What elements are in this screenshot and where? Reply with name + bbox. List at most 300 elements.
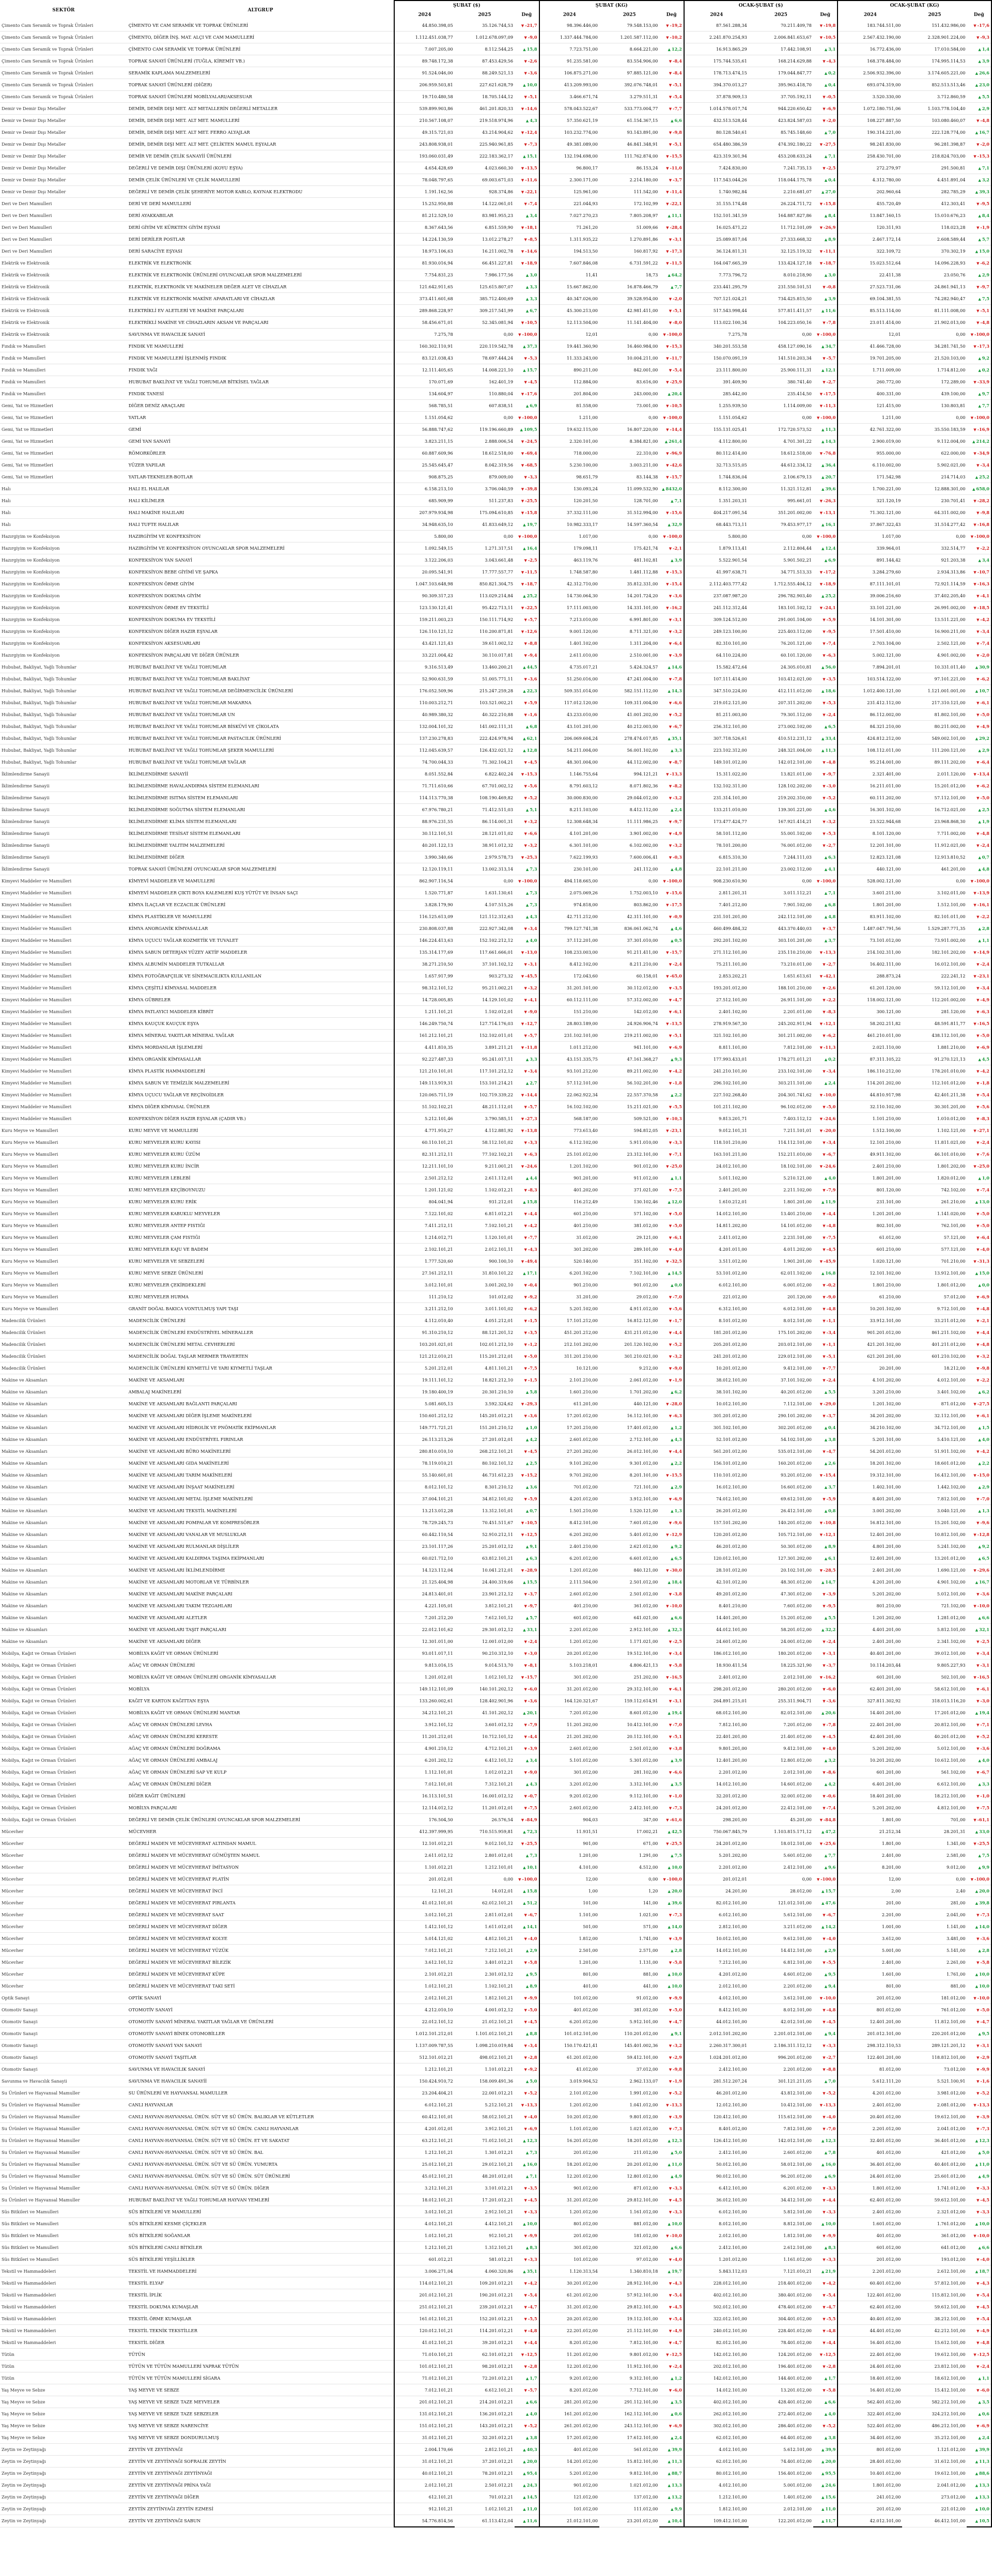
change-value: 20,6 [825, 1710, 836, 1715]
change-cell [813, 2004, 838, 2016]
change-value: -5,1 [673, 141, 682, 147]
sektor-cell: Kimyevi Maddeler ve Mamulleri [2, 1044, 72, 1050]
change-cell [967, 1279, 991, 1291]
value-2025-cell: 1.120.101,01 [485, 1235, 514, 1240]
value-2025-cell: 83.144,38 [636, 474, 658, 479]
arrow-down-icon: ▼ [976, 914, 980, 919]
value-2025-cell: 23.201.012,00 [627, 2518, 658, 2524]
change-value: 16,1 [825, 521, 836, 527]
arrow-down-icon: ▼ [669, 1722, 672, 1727]
change-value: -4,8 [826, 2327, 836, 2333]
change-value: -11,1 [823, 248, 836, 254]
value-2024-cell: 201,00 [838, 1897, 902, 1909]
value-2025-cell: 0,00 [802, 1876, 812, 1882]
value-2024-cell: 31.201.012,00 [539, 2194, 599, 2206]
arrow-down-icon: ▼ [823, 1722, 826, 1727]
change-cell [813, 697, 838, 709]
change-value: -100,0 [820, 331, 836, 337]
value-2025-cell: 439.100,00 [941, 391, 966, 396]
value-2025-cell: 21.902.013,00 [934, 320, 966, 325]
value-2024-cell: 40.012.101,21 [394, 2468, 454, 2479]
value-2025-cell: 4.107.515,26 [485, 902, 514, 907]
value-2024-cell: 19.710.480,58 [394, 91, 454, 103]
value-2025-cell: 0,00 [956, 1876, 966, 1882]
arrow-up-icon: ▲ [975, 189, 979, 194]
arrow-down-icon: ▼ [976, 284, 980, 289]
value-2025-cell: 20.102.101,00 [780, 1568, 812, 1573]
value-2025-cell: 9.112.004,00 [937, 439, 966, 444]
value-2025-cell: 115.612.101,00 [778, 2114, 812, 2119]
arrow-down-icon: ▼ [669, 2090, 672, 2096]
value-2025-cell: 1.801.201,00 [783, 1199, 812, 1204]
table-row [0, 899, 991, 911]
change-value: -5,2 [673, 711, 682, 717]
change-value: 15,8 [526, 46, 537, 52]
change-value: 7,5 [674, 1852, 682, 1858]
table-row [0, 1980, 991, 1992]
change-value: -22,1 [670, 200, 682, 206]
change-cell [813, 2206, 838, 2218]
value-2025-cell: 2.012.101,00 [783, 1770, 812, 1775]
value-2024-cell: 8.101.120,00 [838, 828, 902, 840]
arrow-down-icon: ▼ [823, 2364, 826, 2369]
value-2025-cell: 2.608.589,44 [937, 237, 966, 242]
change-cell [515, 1351, 539, 1362]
value-2025-cell: 1.012.012,21 [485, 1770, 514, 1775]
change-cell [515, 1018, 539, 1030]
value-2025-cell: 5.912.101,00 [629, 2019, 658, 2024]
arrow-down-icon: ▼ [819, 1021, 823, 1026]
value-2025-cell: 47.161.368,27 [627, 1057, 658, 1062]
change-cell [659, 2491, 684, 2503]
change-cell [659, 519, 684, 531]
value-2024-cell: 2.201.012,00 [539, 1624, 599, 1636]
value-2025-cell: 160.201.012,00 [778, 1461, 812, 1466]
change-value: -6,1 [980, 1413, 989, 1418]
arrow-down-icon: ▼ [976, 724, 980, 729]
change-value: -4,0 [826, 1935, 836, 1941]
change-cell [659, 2147, 684, 2159]
change-cell [515, 1291, 539, 1303]
table-row [0, 1220, 991, 1232]
arrow-down-icon: ▼ [524, 2114, 527, 2119]
sektor-cell: Tütün [2, 2351, 14, 2357]
table-row [0, 1517, 991, 1529]
change-cell [659, 792, 684, 804]
table-row [0, 2028, 991, 2040]
value-2025-cell: 71.302.104,21 [482, 759, 514, 765]
value-2024-cell: 1.610.212,01 [684, 1196, 749, 1208]
value-2025-cell: 443.370.440,03 [778, 926, 812, 931]
arrow-down-icon: ▼ [823, 985, 826, 990]
value-2025-cell: 90.210.312,10 [482, 1651, 514, 1656]
change-cell [813, 2372, 838, 2384]
altgrup-cell: SAVUNMA VE HAVACILIK SANAYİ [128, 331, 205, 337]
arrow-up-icon: ▲ [824, 1389, 828, 1394]
value-2025-cell: 3.981.012,00 [937, 2090, 966, 2096]
change-value: 7,7 [828, 1852, 836, 1858]
change-cell [659, 780, 684, 792]
value-2025-cell: 412.111.012,00 [778, 688, 812, 693]
change-value: -4,5 [673, 2197, 682, 2202]
value-2025-cell: 31.612.101,00 [934, 2459, 966, 2464]
value-2025-cell: 8.711.321,00 [629, 629, 658, 634]
change-value: 1,1 [982, 2375, 989, 2381]
altgrup-cell: MAKİNE VE AKSAMLARI KALDIRMA TAŞIMA EKİPMANLARI [128, 1555, 265, 1561]
value-2024-cell: 172.043,60 [539, 970, 599, 982]
change-cell [813, 1980, 838, 1992]
change-cell [813, 1529, 838, 1541]
value-2025-cell: 1.301.012,21 [485, 2150, 514, 2155]
value-2024-cell: 4.101.202,00 [838, 1374, 902, 1386]
change-value: 20,7 [825, 474, 836, 479]
value-2024-cell: 62.012.101,00 [684, 2456, 749, 2468]
arrow-down-icon: ▼ [666, 153, 669, 159]
change-value: 14,1 [526, 1923, 537, 1929]
value-2025-cell: 29.301.012,12 [482, 1627, 514, 1632]
value-2024-cell: 207.979.934,98 [394, 507, 454, 519]
value-2025-cell: 9.712.101,00 [937, 1306, 966, 1311]
arrow-down-icon: ▼ [666, 510, 669, 515]
value-2025-cell: 18.705.144,12 [482, 94, 514, 99]
value-2024-cell: 23.101.117,26 [394, 1541, 454, 1553]
value-2024-cell: 5.201.202,00 [684, 1850, 749, 1861]
change-value: 10,1 [526, 1864, 537, 1870]
sektor-cell: Çimento Cam Seramik ve Toprak Ürünleri [2, 22, 94, 28]
value-2025-cell: 168.214.629,88 [778, 58, 812, 64]
value-2025-cell: 278.474.017,85 [624, 736, 658, 741]
altgrup-cell: HUBUBAT BAKLİYAT VE YAĞLI TOHUMLAR ŞEKER MAMULLERİ [128, 747, 274, 753]
value-2024-cell: 10.201.102,00 [838, 1303, 902, 1315]
value-2024-cell: 231.101.201,00 [684, 911, 749, 923]
value-2024-cell: 30.201.012,00 [539, 2277, 599, 2289]
value-2024-cell: 32.201.012,00 [684, 1790, 749, 1802]
arrow-down-icon: ▼ [823, 1211, 826, 1216]
change-cell [659, 899, 684, 911]
change-value: -32,5 [670, 1258, 682, 1264]
arrow-up-icon: ▲ [668, 46, 671, 52]
value-2024-cell: 3.012.101,21 [394, 1909, 454, 1921]
value-2025-cell: 6.201.012,00 [783, 2185, 812, 2191]
altgrup-cell: ELEKTRİKLİ MAKİNE VE CİHAZLARIN AKSAM VE PARÇALARI [128, 319, 269, 325]
value-2024-cell: 41.012.101,21 [394, 2337, 454, 2349]
value-2025-cell: 2.612.101,00 [783, 2245, 812, 2250]
change-value: -6,7 [528, 1912, 537, 1917]
value-2025-cell: 10.041.212,01 [482, 1568, 514, 1573]
value-2024-cell: 2.703.104,00 [838, 638, 902, 649]
value-2025-cell: 47.301.012,00 [780, 1591, 812, 1596]
value-2024-cell: 611.201,00 [539, 1398, 599, 1410]
arrow-up-icon: ▲ [668, 272, 671, 277]
value-2024-cell: 2.111.504,00 [539, 1576, 599, 1588]
table-row [0, 1553, 991, 1564]
value-2024-cell: 91.310.210,12 [394, 1327, 454, 1339]
change-value: -15,3 [525, 771, 537, 777]
arrow-down-icon: ▼ [669, 296, 672, 301]
change-value: 10,0 [979, 2221, 989, 2226]
change-cell [813, 269, 838, 281]
value-2025-cell: 23.968.868,30 [934, 819, 966, 824]
arrow-down-icon: ▼ [823, 2019, 826, 2024]
change-cell [515, 2313, 539, 2325]
value-2024-cell: 49.201.012,00 [684, 1588, 749, 1600]
change-value: 4,2 [530, 1436, 537, 1442]
arrow-up-icon: ▲ [525, 1972, 529, 1977]
value-2025-cell: 29.044.012,00 [627, 795, 658, 800]
table-row [0, 1374, 991, 1386]
value-2025-cell: 3.601.012,12 [485, 1722, 514, 1727]
change-value: -5,7 [528, 1032, 537, 1038]
value-2025-cell: 15.612.101,00 [934, 2340, 966, 2345]
arrow-down-icon: ▼ [819, 1116, 823, 1121]
value-2025-cell: 671,00 [643, 1841, 658, 1846]
arrow-down-icon: ▼ [823, 1068, 826, 1074]
arrow-down-icon: ▼ [976, 2292, 980, 2298]
change-value: -14,9 [977, 949, 989, 955]
sektor-cell: İklimlendirme Sanayii [2, 806, 50, 812]
value-2024-cell: 25.101.012,00 [539, 1149, 599, 1160]
change-value: 7,1 [530, 2173, 537, 2179]
change-value: 8,4 [828, 212, 836, 218]
value-2024-cell: 32.713.515,05 [684, 459, 749, 471]
value-2024-cell: 7.424.830,00 [684, 162, 749, 174]
table-row [0, 2277, 991, 2289]
arrow-down-icon: ▼ [973, 344, 977, 349]
change-value: -3,5 [673, 985, 682, 990]
change-value: 0,4 [828, 1424, 836, 1430]
altgrup-cell: KURU MEYVELER HURMA [128, 1294, 189, 1299]
change-cell [659, 2515, 684, 2527]
sektor-cell: Kuru Meyve ve Mamulleri [2, 1187, 58, 1192]
arrow-down-icon: ▼ [669, 2043, 672, 2048]
value-2024-cell: 39.006.216,60 [838, 590, 902, 602]
change-cell [967, 780, 991, 792]
altgrup-cell: KİMYEVİ MADDELER ÇIKTI BOYA KALEMLERİ KUŞ YÜTÜT VE İNSAN SAÇI [128, 890, 298, 895]
value-2024-cell: 120.065.711,19 [394, 1089, 454, 1101]
value-2025-cell: 3.891.211,21 [485, 1045, 514, 1050]
value-2024-cell: 5.011.102,00 [684, 1172, 749, 1184]
arrow-down-icon: ▼ [669, 1770, 672, 1775]
value-2024-cell: 1.212.101,00 [684, 2491, 749, 2503]
altgrup-cell: KURU MEYVELER VE SEBZELERİ [128, 1258, 205, 1264]
arrow-up-icon: ▲ [525, 1425, 529, 1430]
change-cell [813, 115, 838, 127]
value-2024-cell: 5.201.212,01 [394, 1362, 454, 1374]
value-2024-cell: 1.777.520,60 [394, 1255, 454, 1267]
change-value: -6,4 [980, 759, 989, 765]
arrow-down-icon: ▼ [823, 1912, 826, 1917]
table-row [0, 2384, 991, 2396]
change-cell [813, 1802, 838, 1814]
value-2024-cell: 120.012.101,00 [684, 1553, 749, 1564]
change-cell [967, 709, 991, 721]
value-2024-cell: 1.801,00 [838, 1814, 902, 1826]
arrow-up-icon: ▲ [671, 1437, 674, 1442]
value-2025-cell: 215.247.259,28 [479, 688, 514, 693]
arrow-up-icon: ▲ [975, 474, 979, 479]
altgrup-cell: ÇİMENTO VE CAM SERAMİK VE TOPRAK ÜRÜNLERİ [128, 22, 249, 28]
value-2025-cell: 26.911.101,00 [780, 997, 812, 1002]
value-2025-cell: 181.012,00 [633, 2233, 658, 2238]
value-2024-cell: 132.004.101,32 [394, 721, 454, 733]
arrow-down-icon: ▼ [666, 2233, 669, 2238]
change-value: -2,2 [980, 913, 989, 919]
arrow-down-icon: ▼ [973, 1995, 977, 2000]
arrow-up-icon: ▲ [525, 1781, 529, 1787]
arrow-down-icon: ▼ [976, 2316, 980, 2321]
change-value: 1,2 [674, 2375, 682, 2381]
change-cell [515, 1517, 539, 1529]
change-cell [659, 1529, 684, 1541]
change-value: -5,4 [673, 2316, 682, 2321]
table-row [0, 2147, 991, 2159]
arrow-down-icon: ▼ [823, 1686, 826, 1692]
change-cell [967, 364, 991, 376]
value-2024-cell: 17.201.012,00 [539, 2432, 599, 2444]
altgrup-cell: YAŞ MEYVE VE SEBZE TAZE SEBZELER [128, 2411, 219, 2416]
altgrup-cell: MADENCİLİK ÜRÜNLERİ [128, 1317, 186, 1323]
change-cell [515, 626, 539, 638]
change-cell [515, 1588, 539, 1600]
change-value: -6,0 [826, 1686, 836, 1692]
arrow-up-icon: ▲ [523, 1710, 526, 1715]
value-2025-cell: 57.312.002,00 [627, 997, 658, 1002]
change-value: -6,9 [980, 2423, 989, 2428]
value-2024-cell: 231.314.101,00 [684, 792, 749, 804]
change-cell [659, 1137, 684, 1149]
altgrup-cell: SÜS BİTKİLERİ KESME ÇİÇEKLER [128, 2221, 207, 2226]
change-cell [515, 1719, 539, 1731]
value-2025-cell: 124.201.012,00 [778, 2352, 812, 2357]
value-2024-cell: 461.210.011,00 [838, 1030, 902, 1042]
value-2024-cell: 24.201.012,00 [684, 1802, 749, 1814]
value-2024-cell: 578.043.522,67 [539, 103, 599, 115]
value-2025-cell: 2.261,00 [946, 1960, 966, 1965]
change-cell [659, 1576, 684, 1588]
arrow-up-icon: ▲ [523, 46, 526, 52]
change-cell [515, 1731, 539, 1743]
change-value: 32,1 [979, 1626, 989, 1632]
value-2025-cell: 229.012.101,00 [778, 1354, 812, 1359]
value-2025-cell: 3.279.511,31 [629, 94, 658, 99]
change-value: 3,7 [828, 1484, 836, 1489]
altgrup-cell: MOBİLYA KAĞIT VE ORMAN ÜRÜNLERİ ORGANİK KİMYASALLAR [128, 1674, 276, 1680]
value-2024-cell: 201.012,01 [684, 1873, 749, 1885]
change-cell [659, 471, 684, 483]
altgrup-cell: AĞAÇ VE ORMAN ÜRÜNLERİ AMBALAJ [128, 1757, 218, 1763]
value-2025-cell: 18.212,00 [943, 1365, 966, 1371]
value-2024-cell: 2.411.012,00 [684, 1232, 749, 1244]
value-2025-cell: 16.412.101,00 [934, 1472, 966, 1478]
change-value: 4,8 [982, 866, 989, 872]
value-2025-cell: 0,00 [503, 534, 514, 539]
sektor-cell: Makine ve Aksamları [2, 1472, 48, 1478]
change-value: -4,0 [826, 1745, 836, 1751]
value-2025-cell: 2.201.012,00 [783, 2067, 812, 2072]
arrow-down-icon: ▼ [976, 1068, 980, 1074]
arrow-down-icon: ▼ [823, 1033, 826, 1038]
change-value: 12,0 [671, 1199, 682, 1204]
value-2025-cell: 7.986.177,56 [485, 272, 514, 277]
value-2025-cell: 59.612.101,00 [934, 2304, 966, 2309]
value-2025-cell: 18.212.101,00 [934, 1793, 966, 1798]
change-cell [659, 994, 684, 1006]
value-2024-cell: 6.012.101,00 [684, 1279, 749, 1291]
change-value: 3,5 [982, 2399, 989, 2404]
value-2024-cell: 7.754.831,23 [394, 269, 454, 281]
value-2025-cell: 2.201.012,00 [783, 1983, 812, 1989]
value-2024-cell: 98.241.830,00 [838, 138, 902, 150]
value-2025-cell: 3.001.202,10 [485, 1282, 514, 1287]
change-cell [659, 352, 684, 364]
change-value: -9,0 [673, 1365, 682, 1371]
value-2025-cell: 40.201.012,00 [934, 1734, 966, 1739]
change-cell [813, 103, 838, 115]
value-2025-cell: 9.812.101,00 [629, 2471, 658, 2476]
arrow-up-icon: ▲ [668, 688, 671, 693]
value-2024-cell: 4.411.810,35 [394, 1042, 454, 1053]
value-2024-cell: 17.501.410,00 [838, 626, 902, 638]
value-2025-cell: 3.401.012,21 [485, 1960, 514, 1965]
change-cell [659, 127, 684, 138]
arrow-up-icon: ▲ [978, 46, 981, 52]
change-cell [813, 2254, 838, 2265]
change-value: -4,5 [826, 1246, 836, 1252]
value-2025-cell: 34.812.101,02 [482, 1496, 514, 1501]
value-2025-cell: 14.601.012,00 [780, 1781, 812, 1787]
value-2024-cell: 16.201.012,00 [539, 2135, 599, 2147]
value-2025-cell: 29.121,00 [636, 1235, 658, 1240]
arrow-down-icon: ▼ [666, 260, 669, 266]
value-2025-cell: 2.341.102,00 [937, 1639, 966, 1644]
value-2025-cell: 219.211.002,00 [624, 1033, 658, 1038]
arrow-down-icon: ▼ [976, 1793, 980, 1798]
change-cell [659, 2016, 684, 2028]
arrow-up-icon: ▲ [668, 2459, 671, 2464]
value-2024-cell: 301.012,00 [539, 2242, 599, 2254]
change-cell [515, 1362, 539, 1374]
sektor-cell: Madencilik Ürünleri [2, 1365, 46, 1371]
change-cell [659, 1659, 684, 1671]
arrow-down-icon: ▼ [521, 629, 524, 634]
change-cell [813, 531, 838, 542]
change-value: 17,1 [526, 1270, 537, 1276]
value-2025-cell: 153.101.214,21 [479, 1080, 514, 1085]
change-value: -6,0 [528, 1686, 537, 1692]
value-2024-cell: 11.201.212,01 [394, 1731, 454, 1743]
value-2025-cell: 16.807.220,00 [627, 427, 658, 432]
sektor-cell: İklimlendirme Sanayii [2, 830, 50, 836]
value-2025-cell: 601.210.102,00 [932, 1354, 966, 1359]
arrow-down-icon: ▼ [819, 2102, 823, 2107]
value-2025-cell: 10.712.101,12 [482, 1734, 514, 1739]
value-2024-cell: 520.140,00 [539, 1255, 599, 1267]
change-value: 88,7 [671, 2470, 682, 2476]
change-value: -3,6 [826, 1698, 836, 1703]
value-2025-cell: 2.012.101,11 [485, 1247, 514, 1252]
change-value: -8,8 [826, 2066, 836, 2072]
change-cell [813, 1838, 838, 1850]
change-cell [967, 792, 991, 804]
arrow-up-icon: ▲ [668, 1270, 671, 1276]
value-2025-cell: 2.979.578,73 [485, 855, 514, 860]
change-cell [515, 1113, 539, 1125]
change-value: -3,0 [826, 783, 836, 788]
arrow-down-icon: ▼ [524, 641, 527, 646]
value-2024-cell: 12.114.012,12 [394, 1802, 454, 1814]
value-2024-cell: 4.112.800,00 [684, 436, 749, 447]
table-row [0, 412, 991, 424]
